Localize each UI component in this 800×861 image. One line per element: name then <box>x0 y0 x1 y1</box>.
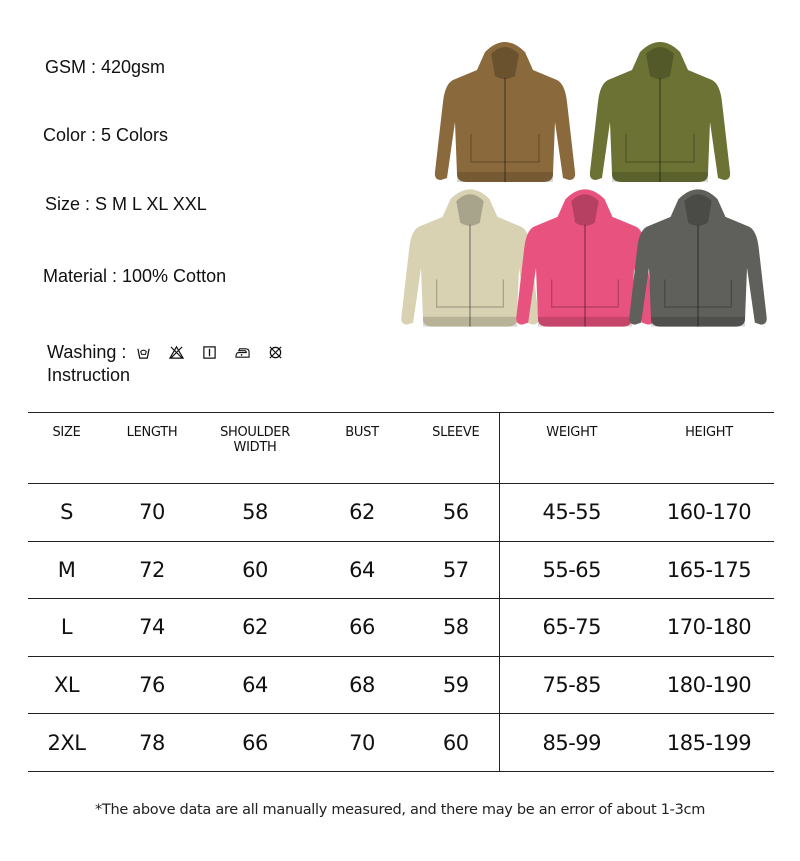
table-row <box>28 656 774 714</box>
table-cell: 64 <box>242 673 268 698</box>
table-cell: S <box>60 500 73 525</box>
table-cell: 56 <box>442 500 469 525</box>
size-chart-table <box>28 412 774 772</box>
table-row <box>28 599 774 657</box>
table-cell: L <box>60 615 73 640</box>
table-cell: 66 <box>349 615 375 640</box>
table-cell: 78 <box>139 730 165 755</box>
table-cell: 70 <box>349 730 375 755</box>
table-row <box>28 541 774 599</box>
table-cell: 60 <box>442 730 469 755</box>
table-cell: 68 <box>349 673 375 698</box>
table-cell: 70 <box>139 500 165 525</box>
measurement-footnote: *The above data are all manually measured, and there may be an error of about 1-3cm <box>94 802 706 818</box>
table-cell: 165-175 <box>666 557 752 582</box>
header-bust: BUST <box>345 425 379 440</box>
table-cell: M <box>57 557 76 582</box>
table-cell: 2XL <box>47 730 86 755</box>
table-cell: 180-190 <box>666 673 752 698</box>
table-cell: 76 <box>139 673 165 698</box>
table-cell: 45-55 <box>499 484 644 542</box>
hoodie-color-variants <box>0 0 800 400</box>
instruction-label: Instruction <box>47 365 131 385</box>
table-row <box>28 714 774 772</box>
table-cell: 65-75 <box>499 599 644 657</box>
table-cell: 60 <box>242 557 268 582</box>
table-header-row <box>28 413 774 484</box>
olive-hoodie <box>590 42 730 182</box>
table-cell: XL <box>53 673 80 698</box>
brown-hoodie <box>435 42 575 182</box>
table-cell: 72 <box>139 557 165 582</box>
header-weight: WEIGHT <box>499 413 644 484</box>
table-cell: 185-199 <box>666 730 752 755</box>
table-cell: 59 <box>442 673 469 698</box>
table-cell: 85-99 <box>499 714 644 772</box>
color-spec: Color : 5 Colors <box>43 125 169 145</box>
header-sleeve: SLEEVE <box>432 425 480 440</box>
table-cell: 64 <box>349 557 375 582</box>
table-cell: 74 <box>139 615 165 640</box>
size-spec: Size : S M L XL XXL <box>45 194 207 214</box>
gsm-spec: GSM : 420gsm <box>45 57 166 77</box>
table-cell: 57 <box>442 557 469 582</box>
header-length: LENGTH <box>126 425 178 440</box>
washing-label: Washing : <box>47 342 127 362</box>
table-cell: 75-85 <box>499 656 644 714</box>
table-cell: 170-180 <box>666 615 752 640</box>
table-cell: 58 <box>442 615 469 640</box>
header-height: HEIGHT <box>685 425 733 440</box>
table-cell: 58 <box>242 500 268 525</box>
table-cell: 62 <box>349 500 375 525</box>
header-shoulder-width: SHOULDER WIDTH <box>220 425 290 455</box>
table-cell: 62 <box>242 615 268 640</box>
table-cell: 160-170 <box>666 500 752 525</box>
table-cell: 66 <box>242 730 268 755</box>
header-size: SIZE <box>52 425 81 440</box>
table-cell: 55-65 <box>499 541 644 599</box>
table-row <box>28 484 774 542</box>
material-spec: Material : 100% Cotton <box>43 266 227 286</box>
